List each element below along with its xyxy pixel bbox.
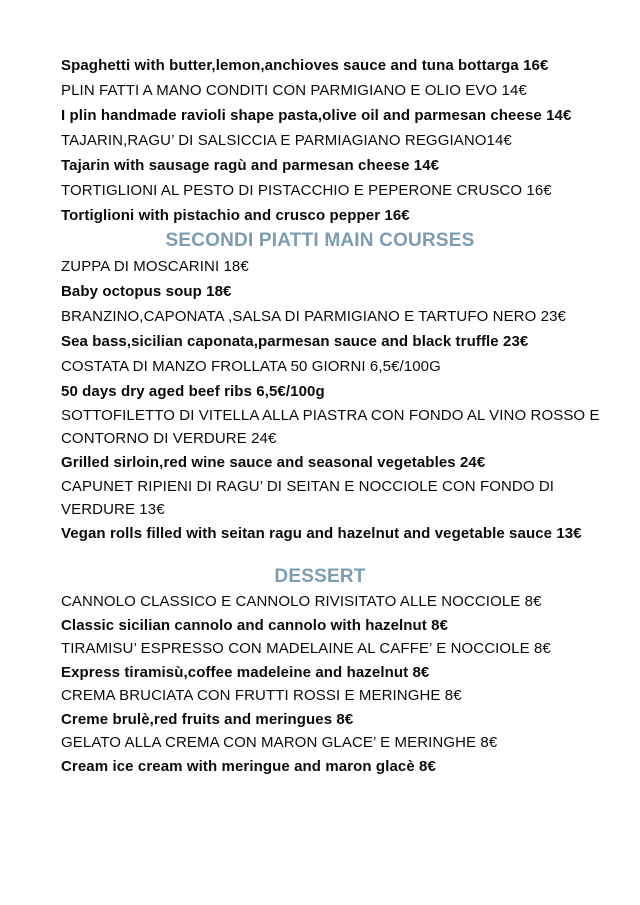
menu-line-italian: TAJARIN,RAGU’ DI SALSICCIA E PARMIAGIANO REGGIANO14€ bbox=[61, 132, 512, 149]
menu-line-english: Tajarin with sausage ragù and parmesan cheese 14€ bbox=[61, 157, 440, 174]
menu-line-italian: BRANZINO,CAPONATA ,SALSA DI PARMIGIANO E TARTUFO NERO 23€ bbox=[61, 308, 566, 325]
menu-line-italian: COSTATA DI MANZO FROLLATA 50 GIORNI 6,5€/100G bbox=[61, 358, 441, 375]
menu-section-pasta bbox=[61, 53, 590, 228]
menu-line-italian: PLIN FATTI A MANO CONDITI CON PARMIGIANO E OLIO EVO 14€ bbox=[61, 82, 527, 99]
menu-line-english: Cream ice cream with meringue and maron glacè 8€ bbox=[61, 757, 436, 775]
menu-line-english: Creme brulè,red fruits and meringues 8€ bbox=[61, 710, 354, 728]
menu-line-italian: TORTIGLIONI AL PESTO DI PISTACCHIO E PEPERONE CRUSCO 16€ bbox=[61, 182, 552, 199]
menu-line-italian: SOTTOFILETTO DI VITELLA ALLA PIASTRA CON FONDO AL VINO ROSSO E bbox=[61, 407, 600, 424]
menu-line-italian: ZUPPA DI MOSCARINI 18€ bbox=[61, 258, 249, 275]
menu-line-italian-continuation: CONTORNO DI VERDURE 24€ bbox=[61, 430, 277, 447]
menu-line-english: Sea bass,sicilian caponata,parmesan sauce and black truffle 23€ bbox=[61, 333, 529, 350]
menu-line-english: Grilled sirloin,red wine sauce and seasonal vegetables 24€ bbox=[61, 454, 486, 471]
menu-line-english: 50 days dry aged beef ribs 6,5€/100g bbox=[61, 383, 325, 400]
menu-line-english: Classic sicilian cannolo and cannolo with hazelnut 8€ bbox=[61, 616, 449, 634]
menu-line-italian: CAPUNET RIPIENI DI RAGU’ DI SEITAN E NOCCIOLE CON FONDO DI bbox=[61, 478, 555, 495]
menu-line-english: Tortiglioni with pistachio and crusco pepper 16€ bbox=[61, 207, 410, 224]
menu-line-english: Spaghetti with butter,lemon,anchioves sauce and tuna bottarga 16€ bbox=[61, 57, 549, 74]
menu-line-italian: CANNOLO CLASSICO E CANNOLO RIVISITATO ALLE NOCCIOLE 8€ bbox=[61, 593, 542, 610]
menu-line-english: Vegan rolls filled with seitan ragu and hazelnut and vegetable sauce 13€ bbox=[61, 525, 582, 542]
menu-line-italian-continuation: VERDURE 13€ bbox=[61, 501, 165, 518]
menu-line-italian: TIRAMISU’ ESPRESSO CON MADELAINE AL CAFFE’ E NOCCIOLE 8€ bbox=[61, 640, 551, 657]
menu-section-main-courses bbox=[61, 228, 600, 546]
section-header-dessert: DESSERT bbox=[274, 566, 366, 587]
menu-section-dessert bbox=[61, 564, 590, 778]
menu-line-english: Baby octopus soup 18€ bbox=[61, 283, 232, 300]
section-header-main-courses: SECONDI PIATTI MAIN COURSES bbox=[165, 230, 475, 251]
menu-line-italian: GELATO ALLA CREMA CON MARON GLACE’ E MERINGHE 8€ bbox=[61, 734, 498, 751]
menu-line-english: I plin handmade ravioli shape pasta,olive oil and parmesan cheese 14€ bbox=[61, 107, 572, 124]
menu-line-english: Express tiramisù,coffee madeleine and hazelnut 8€ bbox=[61, 663, 430, 681]
menu-line-italian: CREMA BRUCIATA CON FRUTTI ROSSI E MERINGHE 8€ bbox=[61, 687, 462, 704]
